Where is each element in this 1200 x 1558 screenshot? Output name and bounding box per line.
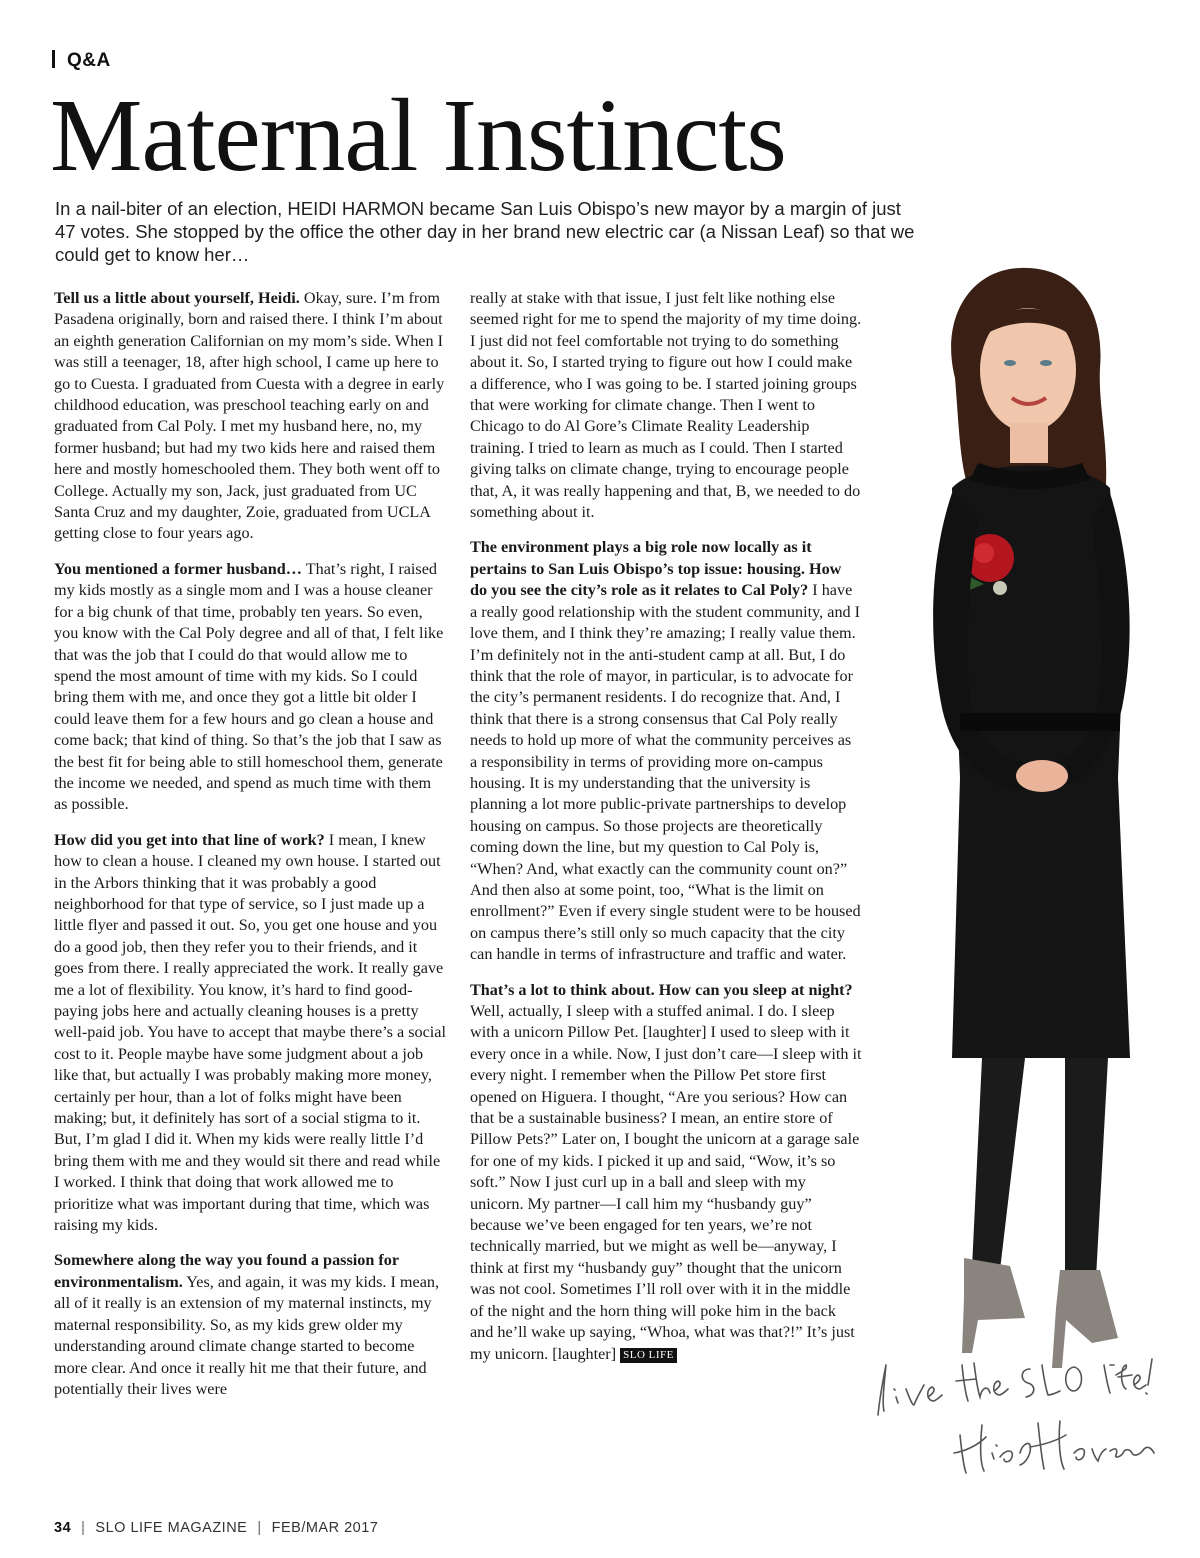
qa-paragraph [470,288,862,523]
section-tag [52,50,111,72]
answer: Well, actually, I sleep with a stuffed animal. I do. I sleep with a unicorn Pillow Pet. [laughter] I used to sleep with it every once in a while. Now, I just don’t care—I sleep with it every night. I remember when the Pillow Pet store first opened on Higuera. I thought, “Are you serious? How can that be a sustainable business? I mean, an entire store of Pillow Pets?” Later on, I bought the unicorn at a garage sale for one of my kids. I picked it up and said, “Wow, it’s so soft.” Now I just curl up in a ball and sleep with my unicorn. My partner—I call him my “husbandy guy” because we’ve been engaged for ten years, we’re not technically married, but we might as well be—anyway, I think at first my “husbandy guy” thought that the unicorn was not cool. Sometimes I’ll roll over with it in the middle of the night and the horn thing will poke him in the back and he’ll wake up saying, “Whoa, what was that?!” It’s just my unicorn. [laughter] [470,1002,862,1363]
question: Tell us a little about yourself, Heidi. [54,289,300,307]
section-bar [52,50,55,68]
article-title: Maternal Instincts [50,78,786,193]
portrait-photo [860,258,1190,1398]
article-column-2 [470,288,862,1379]
section-label: Q&A [67,50,111,71]
page-footer [54,1520,378,1536]
answer: really at stake with that issue, I just felt like nothing else seemed right for me to spend the majority of my time doing. I just did not feel comfortable not trying to do something about it. So, I started trying to figure out how I could make a difference, who I was going to be. I started joining groups that were working for climate change. Then I went to Chicago to do Al Gore’s Climate Reality Leadership training. I tried to learn as much as I could. Then I started giving talks on climate change, trying to encourage people that, A, it was really happening and that, B, we needed to do something about it. [470,289,862,522]
answer: I have a really good relationship with the student community, and I love them, and I think they’re amazing; I really value them. I’m definitely not in the anti-student camp at all. But, I do think that the role of mayor, in particular, is to advocate for the city’s permanent residents. I do recognize that. And, I think that there is a strong consensus that Cal Poly really needs to hold up more of what the community perceives as a responsibility in terms of providing more on-campus housing. It is my understanding that the university is planning a lot more public-private partnerships to develop housing on campus. So those projects are theoretically coming down the line, but my question to Cal Poly is, “When? And, what exactly can the community count on?” And then also at some point, too, “What is the limit on enrollment?” Even if every single student were to be housed on campus there’s still only so much capacity that the city can handle in terms of infrastructure and traffic and water. [470,581,861,964]
answer: That’s right, I raised my kids mostly as a single mom and I was a house cleaner for a big chunk of that time, probably ten years. So even, you know with the Cal Poly degree and all of that, I felt like that was the job that I could do that would allow me to spend the most amount of time with my kids. So I could bring them with me, and once they got a little bit older I could leave them for a few hours and go clean a house and come back; that kind of thing. So that’s the job that I saw as the best fit for being able to still homeschool them, generate the income we needed, and spend as much time with them as possible. [54,559,444,814]
footer-separator: | [81,1520,86,1536]
footer-separator: | [257,1520,262,1536]
signature-image [870,1345,1160,1480]
end-mark: SLO LIFE [620,1348,677,1363]
qa-paragraph [54,1250,446,1400]
qa-paragraph [54,830,446,1237]
answer: Okay, sure. I’m from Pasadena originally, born and raised there. I think I’m about an eighth generation Californian on my mom’s side. When I was still a teenager, 18, after high school, I came up here to go to Cuesta. I graduated from Cuesta with a degree in early childhood education, was preschool teaching early on and graduated from Cal Poly. I met my husband here, no, my former husband; but had my two kids here and raised them here and mostly homeschooled them. They both went off to College. Actually my son, Jack, just graduated from UC Santa Cruz and my daughter, Zoie, graduated from UCLA getting close to four years ago. [54,289,445,543]
woman-figure [933,268,1130,1368]
magazine-name: SLO LIFE MAGAZINE [95,1520,248,1536]
qa-paragraph [54,559,446,816]
question: That’s a lot to think about. How can you sleep at night? [470,980,853,999]
article-dek: In a nail-biter of an election, HEIDI HARMON became San Luis Obispo’s new mayor by a margin of just 47 votes. She stopped by the office the other day in her brand new electric car (a Nissan Leaf) so that we could get to know her… [55,198,915,265]
answer: I mean, I knew how to clean a house. I cleaned my own house. I started out in the Arbors thinking that it was probably a good neighborhood for that type of service, so I just made up a little flyer and passed it out. So, you get one house and you do a good job, then they refer you to their friends, and it goes from there. I really appreciated the work. It really gave me a lot of flexibility. You know, it’s hard to find good-paying jobs here and actually cleaning houses is a pretty well-paid job. You have to accept that maybe there’s a social cost to it. People maybe have some judgment about a job like that, but actually I was probably making more money, certainly per hour, than a lot of folks might have been making; but, it definitely has sort of a social stigma to it. But, I’m glad I did it. When my kids were really little I’d bring them with me and they would sit there and read while I worked. I think that doing that work allowed me to prioritize what was important during that time, which was raising my kids. [54,830,446,1235]
answer: Yes, and again, it was my kids. I mean, all of it really is an extension of my maternal instincts, my maternal responsibility. So, as my kids grew older my understanding around climate change started to become more clear. And once it really hit me that their future, and potentially their lives were [54,1272,440,1398]
qa-paragraph [470,980,862,1365]
question: Somewhere along the way you found a passion for environmentalism. [54,1251,399,1291]
qa-paragraph [54,288,446,545]
issue-date: FEB/MAR 2017 [271,1520,379,1536]
article-column-1 [54,288,446,1414]
question: How did you get into that line of work? [54,830,325,849]
question: You mentioned a former husband… [54,559,302,578]
qa-paragraph [470,537,862,965]
page-number: 34 [54,1520,72,1536]
question: The environment plays a big role now locally as it pertains to San Luis Obispo’s top issue: housing. How do you see the city’s role as it relates to Cal Poly? [470,538,842,600]
